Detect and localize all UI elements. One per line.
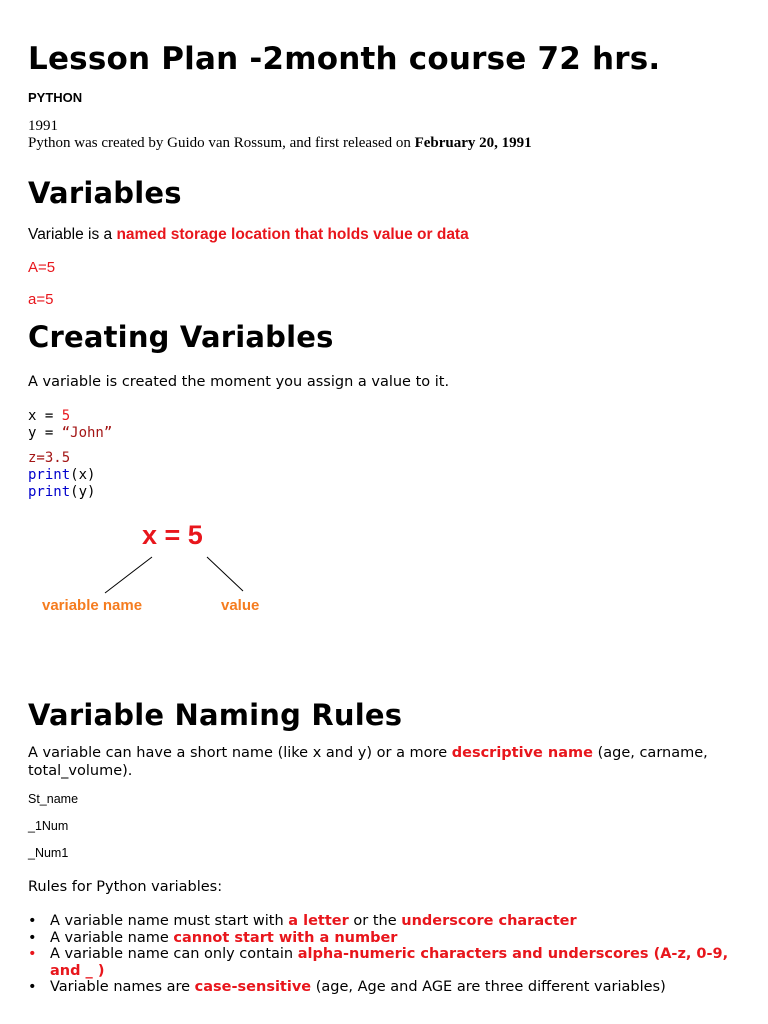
variables-heading: Variables	[28, 176, 182, 210]
history-sentence-text: Python was created by Guido van Rossum, and first released on	[28, 135, 415, 151]
history-year: 1991	[28, 118, 58, 134]
naming-intro-highlight: descriptive name	[451, 745, 593, 761]
variable-example-upper: A=5	[28, 259, 56, 276]
rule-highlight: a letter	[288, 913, 349, 929]
rule-highlight: and _ )	[50, 962, 105, 979]
rule-highlight: case-sensitive	[194, 979, 312, 995]
code-line: z=3.5	[28, 450, 71, 466]
rule-highlight: alpha-numeric characters and underscores (A-z, 0-9,	[297, 946, 729, 962]
rules-list	[28, 913, 758, 996]
rule-item	[28, 946, 758, 979]
bullet-icon: •	[28, 946, 37, 962]
rules-heading: Rules for Python variables:	[28, 879, 223, 895]
subject-label: PYTHON	[28, 90, 83, 105]
bullet-icon: •	[28, 979, 37, 995]
rule-highlight: underscore character	[401, 913, 577, 929]
naming-intro-text: A variable can have a short name (like x and y) or a more	[28, 745, 452, 761]
rule-highlight: cannot start with a number	[173, 929, 398, 946]
rule-text: Variable names are	[50, 979, 195, 995]
rule-text: A variable name must start with	[50, 913, 289, 929]
definition-highlight: named storage location that holds value or data	[116, 226, 469, 243]
code-keyword: print	[28, 484, 71, 500]
connector-right	[207, 557, 243, 591]
definition-prefix: Variable is a	[28, 226, 117, 243]
rule-item	[28, 979, 758, 996]
rule-item	[28, 930, 758, 947]
naming-example: _Num1	[28, 846, 69, 860]
diagram-expression: x = 5	[142, 520, 203, 550]
rule-item	[28, 913, 758, 930]
naming-example: St_name	[28, 792, 79, 806]
naming-rules-heading: Variable Naming Rules	[28, 698, 403, 732]
page-title: Lesson Plan -2month course 72 hrs.	[28, 41, 661, 77]
naming-intro-suffix: (age, carname,	[592, 745, 708, 761]
creating-variables-heading: Creating Variables	[28, 320, 334, 354]
bullet-icon: •	[28, 929, 37, 946]
bullet-icon: •	[28, 913, 37, 929]
creating-intro: A variable is created the moment you assign a value to it.	[28, 374, 450, 390]
code-string: “John”	[61, 425, 113, 441]
code-text: (x)	[70, 467, 96, 483]
diagram-right-label: value	[221, 597, 260, 614]
rule-text: or the	[348, 913, 402, 929]
variable-example-lower: a=5	[28, 291, 54, 308]
rule-text: A variable name can only contain	[50, 946, 298, 962]
naming-example: _1Num	[28, 819, 69, 833]
rule-text: A variable name	[50, 929, 174, 946]
code-text: y =	[28, 425, 62, 441]
code-keyword: print	[28, 467, 71, 483]
code-text: (y)	[70, 484, 96, 500]
connector-left	[105, 557, 152, 593]
rule-text: (age, Age and AGE are three different variables)	[311, 979, 666, 995]
naming-intro-line2: total_volume).	[28, 763, 133, 779]
code-number: 5	[61, 408, 71, 424]
diagram-left-label: variable name	[42, 597, 143, 614]
release-date: February 20, 1991	[414, 135, 532, 151]
naming-intro-line1	[28, 745, 708, 761]
code-text: x =	[28, 408, 62, 424]
